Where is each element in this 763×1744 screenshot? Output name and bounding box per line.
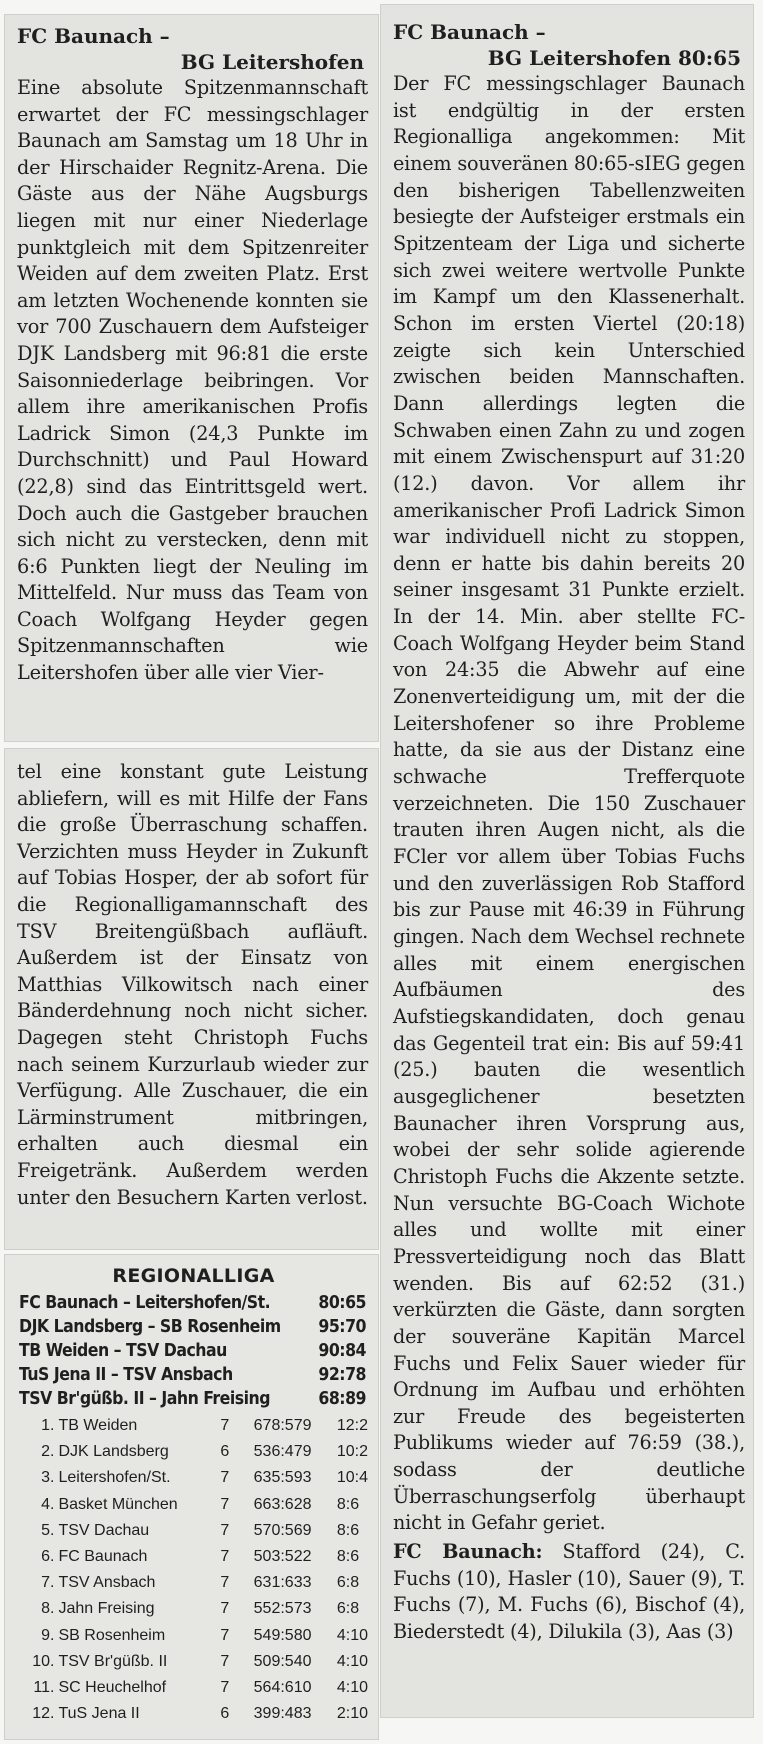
result-score: 92:78 (318, 1365, 366, 1385)
standings-team: TSV Dachau (58, 1521, 150, 1539)
standings-rank: 3. (41, 1469, 55, 1487)
standings-games: 7 (220, 1469, 230, 1487)
standings-games: 6 (220, 1443, 230, 1461)
result-match: TSV Br'güßb. II – Jahn Freising (19, 1389, 270, 1409)
preview-headline-line2: BG Leitershofen (180, 50, 364, 74)
standings-games: 7 (220, 1417, 230, 1434)
preview-headline (17, 23, 368, 75)
standings-row (19, 1465, 368, 1491)
standings-points: 8:6 (336, 1521, 360, 1539)
preview-body-part1: Eine absolute Spitzenmannschaft erwartet der FC messingschlager Baunach am Samstag um 18 Uhr in der Hirschaider Regnitz-Arena. Die Gäste aus der Nähe Augsburgs liegen mit nur einer Niederlage punktgleich mit dem Spitzenreiter Weiden auf dem zweiten Platz. Erst am letzten Wochenende konnten sie vor 700 Zuschauern dem Aufsteiger DJK Landsberg mit 96:81 die erste Saisonniederlage beibringen. Vor allem ihre amerikanischen Profis Ladrick Simon (24,3 Punkte im Durchschnitt) und Paul Howard (22,8) sind das Eintrittsgeld wert. Doch auch die Gastgeber brauchen sich nicht zu verstecken, denn mit 6:6 Punkten liegt der Neuling im Mittelfeld. Nur muss das Team von Coach Wolfgang Heyder gegen Spitzenmannschaften wie Leitershofen über alle vier Vier- (17, 76, 368, 685)
standings-games: 7 (220, 1521, 230, 1539)
standings-baskets: 678:579 (253, 1417, 312, 1434)
standings-points: 8:6 (336, 1495, 360, 1513)
standings-row (19, 1518, 368, 1544)
standings-baskets: 536:479 (253, 1443, 312, 1461)
standings-games: 7 (220, 1574, 230, 1592)
standings-row (19, 1413, 368, 1439)
standings-points: 6:8 (336, 1574, 360, 1592)
standings-points: 2:10 (336, 1705, 368, 1723)
result-row (19, 1387, 368, 1411)
standings-rank: 11. (33, 1679, 55, 1697)
standings-points: 6:8 (336, 1600, 360, 1618)
result-score: 90:84 (318, 1341, 366, 1361)
standings-baskets: 549:580 (253, 1626, 312, 1644)
preview-body-part2: tel eine konstant gute Leistung abliefern, will es mit Hilfe der Fans die große Überraschung schaffen. Verzichten muss Heyder in Zukunft auf Tobias Hosper, der ab sofort für die Regionalligamannschaft des TSV Breitengüßbach aufläuft. Außerdem ist der Einsatz von Matthias Vilkowitsch nach einer Bänderdehnung noch nicht sicher. Dagegen steht Christoph Fuchs nach seinem Kurzurlaub wieder zur Verfügung. Alle Zuschauer, die ein Lärminstrument mitbringen, erhalten auch diesmal ein Freigetränk. Außerdem werden unter den Besuchern Karten verlost. (17, 760, 368, 1209)
result-score: 80:65 (318, 1293, 366, 1313)
result-row (19, 1315, 368, 1339)
standings-row (19, 1649, 368, 1675)
report-headline (393, 19, 745, 71)
standings-team: Jahn Freising (58, 1600, 155, 1618)
report-headline-line1: FC Baunach – (393, 20, 546, 44)
result-row (19, 1339, 368, 1363)
standings-baskets: 564:610 (253, 1679, 312, 1697)
preview-article-part1 (4, 14, 379, 742)
standings-points: 4:10 (336, 1652, 368, 1670)
standings-baskets: 503:522 (253, 1548, 312, 1566)
standings-games: 7 (220, 1600, 230, 1618)
standings-games: 7 (220, 1679, 230, 1697)
standings-rank: 9. (41, 1626, 55, 1644)
result-score: 68:89 (318, 1389, 366, 1409)
standings-baskets: 552:573 (253, 1600, 312, 1618)
standings-team: DJK Landsberg (58, 1443, 169, 1461)
report-body: Der FC messingschlager Baunach ist endgültig in der ersten Regionalliga angekommen: Mit einem souveränen 80:65-sIEG gegen den bisherigen Tabellenzweiten besiegte der Aufsteiger erstmals ein Spitzenteam der Liga und sicherte sich zwei weitere wertvolle Punkte im Kampf um den Klassenerhalt. Schon im ersten Viertel (20:18) zeigte sich kein Unterschied zwischen beiden Mannschaften. Dann allerdings legten die Schwaben einen Zahn zu und zogen mit einem Zwischenspurt auf 31:20 (12.) davon. Vor allem ihr amerikanischer Profi Ladrick Simon war individuell nicht zu stoppen, denn er hatte bis dahin bereits 20 seiner insgesamt 31 Punkte erzielt. In der 14. Min. aber stellte FC-Coach Wolfgang Heyder beim Stand von 24:35 die Abwehr auf eine Zonenverteidigung um, mit der die Leitershofener so ihre Probleme hatte, da sie aus der Distanz eine schwache Trefferquote verzeichneten. Die 150 Zuschauer trauten ihren Augen nicht, als die FCler vor allem über Tobias Fuchs und den zuverlässigen Rob Stafford bis zur Pause mit 46:39 in Führung gingen. Nach dem Wechsel rechnete alles mit einem energischen Aufbäumen des Aufstiegskandidaten, doch genau das Gegenteil trat ein: Bis auf 59:41 (25.) bauten die wesentlich ausgeglichener besetzten Baunacher ihren Vorsprung aus, wobei der sehr solide agierende Christoph Fuchs die Akzente setzte. Nun versuchte BG-Coach Wichote alles und wollte mit einer Pressverteidigung noch das Blatt wenden. Bis auf 62:52 (31.) verkürzten die Gäste, dann sorgten der souveräne Kapitän Marcel Fuchs und Felix Sauer wieder für Ordnung im Aufbau und erhöhten zur Freude des begeisterten Publikums wieder auf 76:59 (38.), sodass der deutliche Überraschungserfolg überhaupt nicht in Gefahr geriet. (393, 72, 745, 1535)
report-headline-line2: BG Leitershofen 80:65 (487, 46, 741, 70)
standings-row (19, 1701, 368, 1727)
standings-row (19, 1596, 368, 1622)
standings-team: TuS Jena II (58, 1705, 140, 1723)
standings-points: 8:6 (336, 1548, 360, 1566)
report-lineup-label: FC Baunach: (393, 1540, 543, 1564)
standings-row (19, 1544, 368, 1570)
result-row (19, 1363, 368, 1387)
result-score: 95:70 (318, 1317, 366, 1337)
result-match: FC Baunach – Leitershofen/St. (19, 1293, 271, 1313)
standings-games: 6 (220, 1705, 230, 1723)
standings-row (19, 1623, 368, 1649)
standings-rank: 5. (41, 1521, 55, 1539)
standings-rank: 12. (32, 1705, 55, 1723)
standings-points: 12:2 (336, 1417, 368, 1434)
standings-rank: 8. (41, 1600, 55, 1618)
standings-baskets: 635:593 (253, 1469, 312, 1487)
standings-games: 7 (220, 1626, 230, 1644)
preview-article-part2 (4, 748, 379, 1250)
standings-row (19, 1675, 368, 1701)
standings-team: SB Rosenheim (58, 1626, 166, 1644)
regionalliga-box (4, 1254, 379, 1740)
standings-rank: 6. (41, 1548, 55, 1566)
standings-baskets: 663:628 (253, 1495, 312, 1513)
standings-games: 7 (220, 1652, 230, 1670)
preview-headline-line1: FC Baunach – (17, 24, 170, 48)
standings-baskets: 509:540 (253, 1652, 312, 1670)
result-match: DJK Landsberg – SB Rosenheim (19, 1317, 281, 1337)
standings-games: 7 (220, 1495, 230, 1513)
standings-rank: 1. (41, 1417, 55, 1434)
match-report-article (380, 4, 754, 1718)
standings-baskets: 631:633 (253, 1574, 312, 1592)
standings-rank: 10. (32, 1652, 55, 1670)
standings-team: Leitershofen/St. (58, 1469, 171, 1487)
regionalliga-title: REGIONALLIGA (112, 1265, 275, 1287)
standings-team: TSV Ansbach (58, 1574, 156, 1592)
result-match: TB Weiden – TSV Dachau (19, 1341, 227, 1361)
report-lineup (393, 1539, 745, 1646)
standings-rank: 2. (41, 1443, 55, 1461)
standings-baskets: 399:483 (253, 1705, 312, 1723)
standings-baskets: 570:569 (253, 1521, 312, 1539)
standings-team: TB Weiden (58, 1417, 138, 1434)
standings-row (19, 1492, 368, 1518)
standings-team: SC Heuchelhof (58, 1679, 167, 1697)
standings-team: TSV Br'güßb. II (58, 1652, 168, 1670)
standings-table (19, 1413, 368, 1727)
standings-team: FC Baunach (58, 1548, 148, 1566)
standings-points: 4:10 (336, 1679, 368, 1697)
standings-points: 10:4 (336, 1469, 368, 1487)
standings-points: 4:10 (336, 1626, 368, 1644)
results-table (19, 1291, 368, 1411)
standings-rank: 7. (41, 1574, 55, 1592)
standings-team: Basket München (58, 1495, 178, 1513)
standings-games: 7 (220, 1548, 230, 1566)
standings-rank: 4. (41, 1495, 55, 1513)
report-lineup-text: Stafford (24), C. Fuchs (10), Hasler (10), Sauer (9), T. Fuchs (7), M. Fuchs (6), Bischof (4), Biederstedt (4), Dilukila (3), Aas (3) (393, 1540, 745, 1644)
result-match: TuS Jena II – TSV Ansbach (19, 1365, 233, 1385)
result-row (19, 1291, 368, 1315)
standings-row (19, 1570, 368, 1596)
standings-row (19, 1439, 368, 1465)
standings-points: 10:2 (336, 1443, 368, 1461)
